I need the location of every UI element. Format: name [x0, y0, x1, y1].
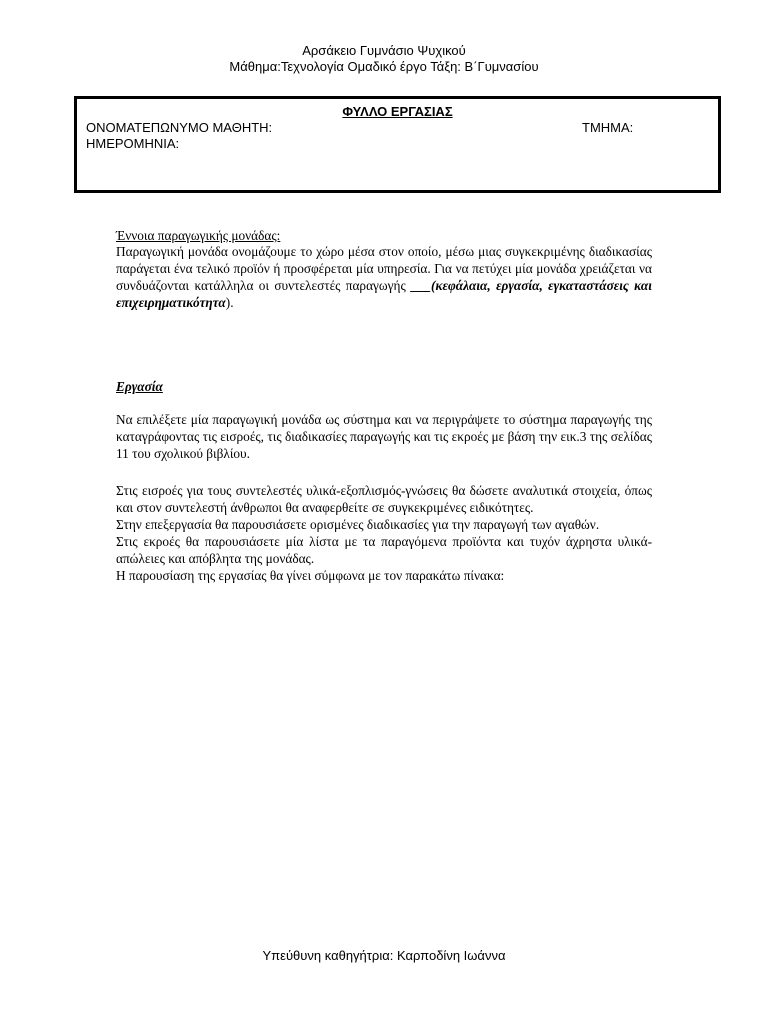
student-name-field[interactable]: ΟΝΟΜΑΤΕΠΩΝΥΜΟ ΜΑΘΗΤΗ:: [86, 120, 273, 135]
concept-heading: Έννοια παραγωγικής μονάδας:: [116, 228, 281, 243]
subject-line: Μάθημα:Τεχνολογία Ομαδικό έργο Τάξη: Β΄Γυμνασίου: [229, 59, 539, 74]
worksheet-info-box: [74, 96, 721, 193]
inputs-paragraph: Στις εισροές για τους συντελεστές υλικά-εξοπλισμός-γνώσεις θα δώσετε αναλυτικά στοιχεία, όπως και στον συντελεστή άνθρωποι θα αναφερθείτε σε συγκεκριμένες ειδικότητες.: [116, 483, 652, 515]
production-factors: (κεφάλαια, εργασία, εγκαταστάσεις και επιχειρηματικότητα: [116, 278, 652, 310]
class-field[interactable]: ΤΜΗΜΑ:: [582, 120, 634, 135]
outputs-paragraph: Στις εκροές θα παρουσιάσετε μία λίστα με τα παραγόμενα προϊόντα και τυχόν άχρηστα υλικά-απώλειες και απόβλητα της μονάδας.: [116, 534, 652, 566]
task-intro: Να επιλέξετε μία παραγωγική μονάδα ως σύστημα και να περιγράψετε το σύστημα παραγωγής της καταγράφοντας τις εισροές, τις διαδικασίες παραγωγής και τις εκροές με βάση την εικ.3 της σελίδας 11 του σχολικού βιβλίου.: [116, 412, 652, 461]
date-field[interactable]: ΗΜΕΡΟΜΗΝΙΑ:: [86, 136, 180, 151]
concept-paragraph: [116, 243, 652, 311]
concept-closing: ).: [225, 295, 234, 310]
worksheet-title: ΦΥΛΛΟ ΕΡΓΑΣΙΑΣ: [342, 104, 453, 119]
task-details: [116, 482, 652, 584]
teacher-footer: Υπεύθυνη καθηγήτρια: Καρποδίνη Ιωάννα: [262, 948, 506, 963]
processing-paragraph: Στην επεξεργασία θα παρουσιάσετε ορισμένες διαδικασίες για την παραγωγή των αγαθών.: [116, 517, 600, 532]
presentation-paragraph: Η παρουσίαση της εργασίας θα γίνει σύμφωνα με τον παρακάτω πίνακα:: [116, 568, 505, 583]
concept-blank: ___: [411, 278, 432, 293]
school-name: Αρσάκειο Γυμνάσιο Ψυχικού: [302, 43, 466, 58]
task-heading: Εργασία: [116, 379, 163, 394]
concept-text: Παραγωγική μονάδα ονομάζουμε το χώρο μέσα στον οποίο, μέσω μιας συγκεκριμένης διαδικασίας παράγεται ένα τελικό προϊόν ή προσφέρεται μία υπηρεσία. Για να πετύχει μία μονάδα χρειάζεται να συνδυάζονται κατάλληλα οι συντελεστές παραγωγής: [116, 244, 652, 293]
